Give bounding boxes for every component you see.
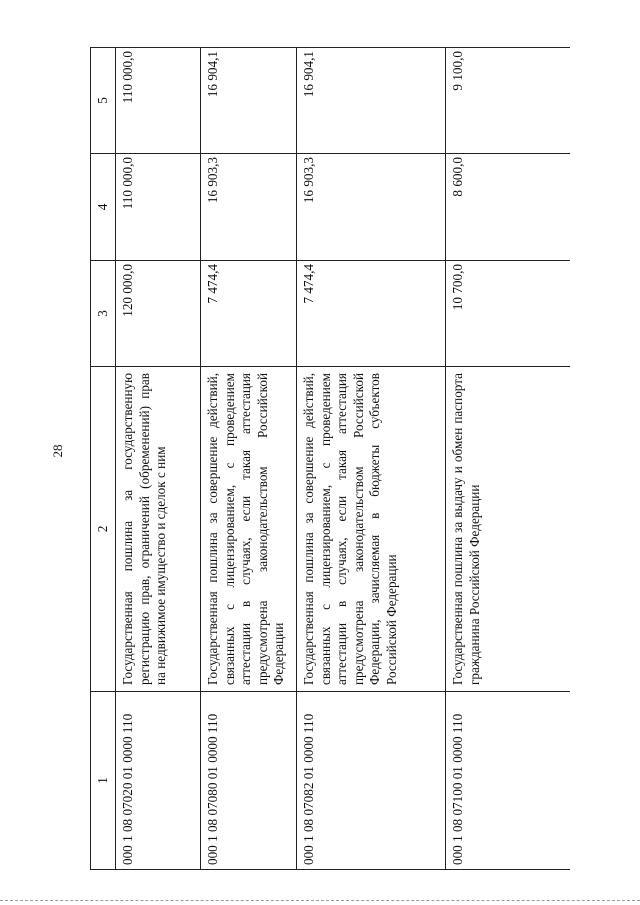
row-value-col3: 7 474,4 [297,261,446,367]
header-row [91,48,116,870]
row-value-col4: 16 903,3 [297,154,446,261]
row-description: Государственная пошлина за государственную регистрацию прав, ограничений (обременений) прав на недвижимое имущество и сделок с ним [116,367,201,692]
row-value-col3: 7 474,4 [201,261,297,367]
header-col-5: 5 [91,48,116,154]
budget-revenue-table [90,47,570,870]
budget-table-container [90,48,570,870]
table-row [201,48,297,870]
scan-edge-line [0,900,640,903]
row-code: 000 1 08 07082 01 0000 110 [297,692,446,870]
row-description: Государственная пошлина за совершение действий, связанных с лицензированием, с проведением аттестации в случаях, если такая аттестация предусмотрена законодательством Российской Федерации [201,367,297,692]
table-row [446,48,571,870]
table-row [116,48,201,870]
header-col-1: 1 [91,692,116,870]
row-value-col3: 120 000,0 [116,261,201,367]
row-value-col4: 16 903,3 [201,154,297,261]
row-value-col5: 9 100,0 [446,48,571,154]
row-code: 000 1 08 07080 01 0000 110 [201,692,297,870]
row-value-col5: 16 904,1 [297,48,446,154]
row-value-col3: 10 700,0 [446,261,571,367]
row-description: Государственная пошлина за выдачу и обмен паспорта гражданина Российской Федерации [446,367,571,692]
row-code: 000 1 08 07020 01 0000 110 [116,692,201,870]
header-col-4: 4 [91,154,116,261]
table-row [297,48,446,870]
row-code: 000 1 08 07100 01 0000 110 [446,692,571,870]
row-value-col5: 110 000,0 [116,48,201,154]
row-value-col5: 16 904,1 [201,48,297,154]
row-value-col4: 8 600,0 [446,154,571,261]
row-description: Государственная пошлина за совершение действий, связанных с лицензированием, с проведением аттестации в случаях, если такая аттестация предусмотрена законодательством Российской Федерации, зачисляемая в бюджеты субъектов Российской Федерации [297,367,446,692]
page-number: 28 [50,444,65,458]
header-col-3: 3 [91,261,116,367]
row-value-col4: 110 000,0 [116,154,201,261]
rotated-table-frame [90,48,570,870]
header-col-2: 2 [91,367,116,692]
